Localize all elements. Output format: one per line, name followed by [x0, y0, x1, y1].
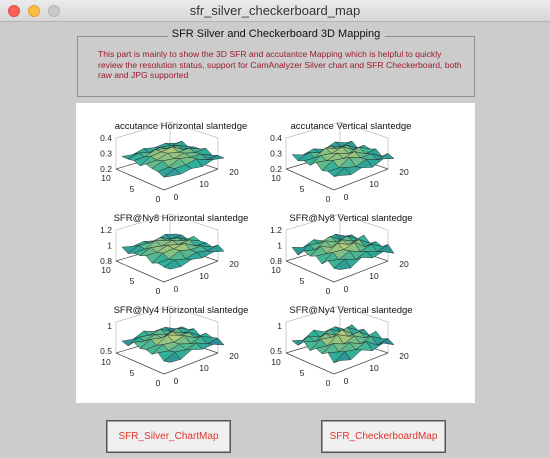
description-panel — [77, 28, 475, 97]
surface-plot-4 — [270, 213, 412, 296]
silver-chartmap-button[interactable]: SFR_Silver_ChartMap — [106, 420, 231, 453]
plot-title: SFR@Ny8 Horizontal slantedge — [113, 213, 249, 224]
z-tick-label: 1.2 — [270, 225, 282, 235]
y-tick-label: 5 — [299, 368, 305, 378]
x-tick-label: 0 — [343, 284, 349, 294]
surface-plot-5 — [100, 305, 248, 388]
plot-figure — [76, 103, 475, 403]
y-tick-label: 10 — [271, 265, 281, 275]
y-tick-label: 5 — [129, 184, 135, 194]
surface-plot-6 — [270, 305, 412, 388]
x-tick-label: 20 — [229, 259, 239, 269]
window-title: sfr_silver_checkerboard_map — [189, 3, 361, 18]
x-tick-label: 20 — [399, 259, 409, 269]
plot-title: SFR@Ny8 Vertical slantedge — [289, 213, 413, 224]
z-tick-label: 1 — [277, 240, 282, 251]
x-tick-label: 10 — [199, 179, 209, 189]
y-tick-label: 10 — [101, 265, 111, 275]
z-tick-label: 1.2 — [100, 225, 112, 235]
plot-title: accutance Vertical slantedge — [290, 121, 412, 132]
checkerboard-map-button[interactable]: SFR_CheckerboardMap — [321, 420, 446, 453]
y-tick-label: 10 — [101, 357, 111, 367]
x-tick-label: 0 — [343, 192, 349, 202]
y-tick-label: 0 — [325, 286, 331, 296]
panel-description: This part is mainly to show the 3D SFR and accutantce Mapping which is helpful to quickly review the resolution status, support for CamAnalyzer Silver chart and SFR Checkerboard, both raw and JPG supported — [98, 49, 462, 80]
z-tick-label: 0.8 — [270, 256, 282, 266]
x-tick-label: 10 — [369, 271, 379, 281]
z-tick-label: 0.5 — [100, 346, 112, 356]
z-tick-label: 1 — [277, 321, 282, 331]
axis-line — [286, 261, 334, 282]
y-tick-label: 10 — [271, 173, 281, 183]
x-tick-label: 10 — [369, 363, 379, 373]
surface-plot-3 — [100, 213, 248, 296]
x-tick-label: 20 — [229, 351, 239, 361]
surface-plots — [76, 103, 475, 403]
x-tick-label: 0 — [173, 376, 179, 386]
z-tick-label: 0.3 — [100, 148, 112, 159]
z-tick-label: 0.5 — [270, 346, 282, 356]
x-tick-label: 10 — [199, 363, 209, 373]
y-tick-label: 0 — [325, 194, 331, 204]
axis-line — [286, 169, 334, 190]
x-tick-label: 0 — [343, 376, 349, 386]
axis-line — [116, 353, 164, 374]
z-tick-label: 1 — [107, 321, 112, 331]
plot-title: accutance Horizontal slantedge — [114, 121, 248, 132]
z-tick-label: 1 — [107, 240, 112, 251]
z-tick-label: 0.4 — [270, 133, 282, 143]
axis-line — [286, 353, 334, 374]
x-tick-label: 20 — [229, 167, 239, 177]
x-tick-label: 0 — [173, 284, 179, 294]
x-tick-label: 0 — [173, 192, 179, 202]
y-tick-label: 5 — [299, 184, 305, 194]
y-tick-label: 5 — [129, 368, 135, 378]
plot-title: SFR@Ny4 Horizontal slantedge — [113, 305, 249, 316]
window-titlebar — [0, 0, 550, 22]
z-tick-label: 0.2 — [270, 164, 282, 174]
z-tick-label: 0.2 — [100, 164, 112, 174]
x-tick-label: 10 — [369, 179, 379, 189]
z-tick-label: 0.8 — [100, 256, 112, 266]
y-tick-label: 5 — [129, 276, 135, 286]
y-tick-label: 0 — [155, 286, 161, 296]
y-tick-label: 10 — [271, 357, 281, 367]
surface-plot-1 — [100, 121, 247, 204]
z-tick-label: 0.3 — [270, 148, 282, 159]
axis-line — [116, 261, 164, 282]
x-tick-label: 20 — [399, 167, 409, 177]
y-tick-label: 0 — [325, 378, 331, 388]
surface-plot-2 — [270, 121, 411, 204]
x-tick-label: 20 — [399, 351, 409, 361]
y-tick-label: 5 — [299, 276, 305, 286]
plot-title: SFR@Ny4 Vertical slantedge — [289, 305, 413, 316]
z-tick-label: 0.4 — [100, 133, 112, 143]
axis-line — [116, 169, 164, 190]
panel-title: SFR Silver and Checkerboard 3D Mapping — [168, 28, 385, 40]
y-tick-label: 0 — [155, 194, 161, 204]
y-tick-label: 0 — [155, 378, 161, 388]
y-tick-label: 10 — [101, 173, 111, 183]
x-tick-label: 10 — [199, 271, 209, 281]
